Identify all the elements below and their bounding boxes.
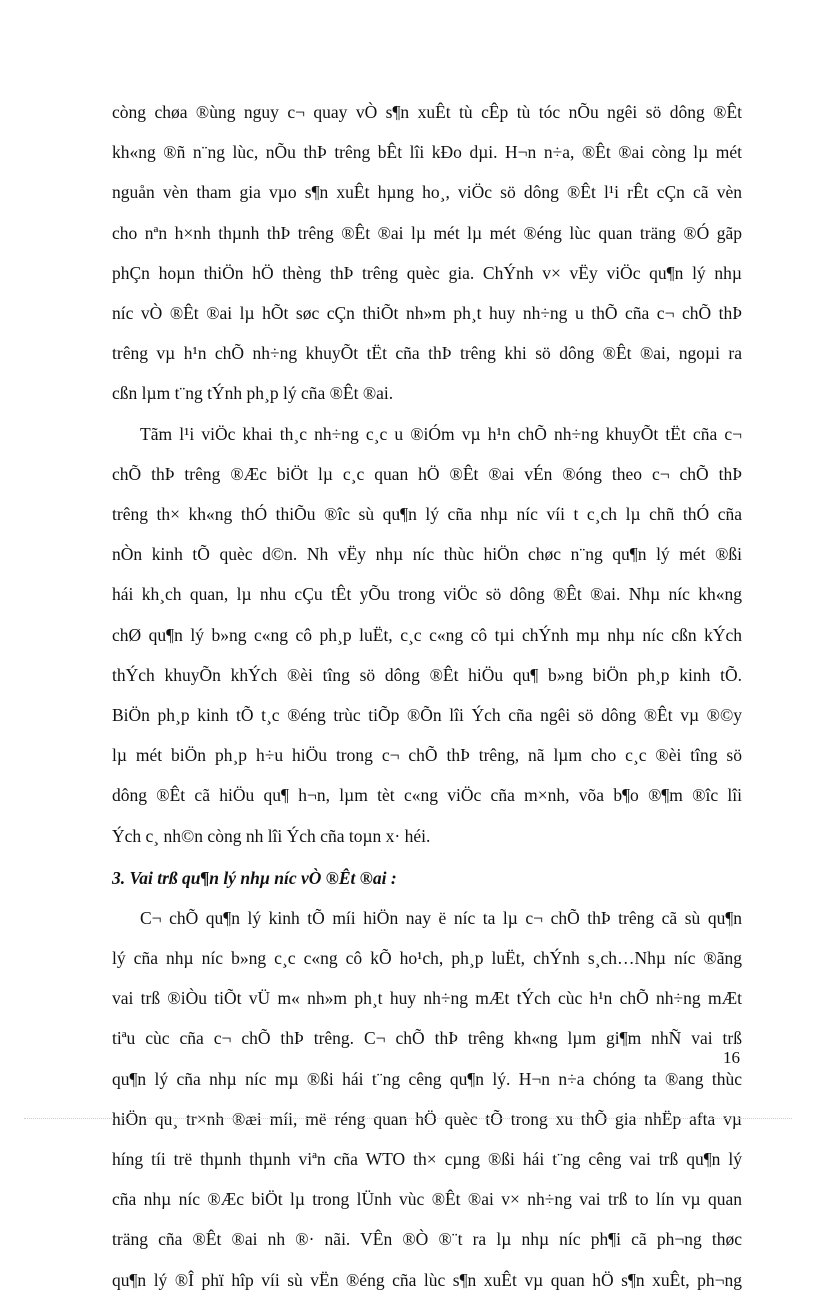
text-line: trêng vµ h¹n chÕ nh÷ng khuyÕt tËt cña thÞ trêng khi sö dông ®Êt ®ai, ngoµi ra [112, 343, 742, 364]
text-line: dông ®Êt cã hiÖu qu¶ h¬n, lµm tèt c«ng viÖc cña m×nh, võa b¶o ®¶m ®îc lîi [112, 785, 742, 806]
text-line: qu¶n lý cña nhµ níc mµ ®ßi hái t¨ng cêng qu¶n lý. H¬n n÷a chóng ta ®ang thùc [112, 1068, 742, 1089]
text-line: vai trß ®iÒu tiÕt vÜ m« nh»m ph¸t huy nh÷ng mÆt tÝch cùc h¹n chÕ nh÷ng mÆt [112, 988, 742, 1009]
text-line: cho nªn h×nh thµnh thÞ trêng ®Êt ®ai lµ mét lµ mét ®éng lùc quan träng ®Ó gãp [112, 222, 742, 243]
text-line: qu¶n lý ®Î phï hîp víi sù vËn ®éng cña lùc s¶n xuÊt vµ quan hÖ s¶n xuÊt, ph¬ng [112, 1269, 742, 1290]
text-line: Tãm l¹i viÖc khai th¸c nh÷ng c¸c u ®iÓm vµ h¹n chÕ nh÷ng khuyÕt tËt cña c¬ [140, 423, 742, 444]
text-line: nÒn kinh tÕ quèc d©n. Nh vËy nhµ níc thùc hiÖn chøc n¨ng qu¶n lý mét ®ßi [112, 544, 742, 565]
text-line: hái kh¸ch quan, lµ nhu cÇu tÊt yÕu trong viÖc sö dông ®Êt ®ai. Nhµ níc kh«ng [112, 584, 742, 605]
text-line: nguån vèn tham gia vµo s¶n xuÊt hµng ho¸, viÖc sö dông ®Êt l¹i rÊt cÇn cã vèn [112, 182, 742, 203]
text-line: còng chøa ®ùng nguy c¬ quay vÒ s¶n xuÊt tù cÊp tù tóc nÕu ngêi sö dông ®Êt [112, 102, 742, 122]
paragraph-1 [112, 92, 742, 414]
text-line: phÇn hoµn thiÖn hÖ thèng thÞ trêng quèc gia. ChÝnh v× vËy viÖc qu¶n lý nhµ [112, 262, 742, 283]
text-line: kh«ng ®ñ n¨ng lùc, nÕu thÞ trêng bÊt lîi kÐo dµi. H¬n n÷a, ®Êt ®ai còng lµ mét [112, 142, 742, 163]
text-line: C¬ chÕ qu¶n lý kinh tÕ míi hiÖn nay ë níc ta lµ c¬ chÕ thÞ trêng cã sù qu¶n [140, 907, 742, 928]
page-number: 16 [723, 1048, 740, 1067]
section-heading: 3. Vai trß qu¶n lý nhµ níc vÒ ®Êt ®ai : [112, 867, 397, 888]
text-line: tiªu cùc cña c¬ chÕ thÞ trêng. C¬ chÕ thÞ trêng kh«ng lµm gi¶m nhÑ vai trß [112, 1028, 742, 1049]
text-line: cña nhµ níc ®Æc biÖt lµ trong lÜnh vùc ®Êt ®ai v× nh÷ng vai trß to lín vµ quan [112, 1189, 742, 1210]
paragraph-2 [112, 414, 742, 856]
text-line: trêng th× kh«ng thÓ thiÕu ®îc sù qu¶n lý cña nhµ níc víi t c¸ch lµ chñ thÓ cña [112, 504, 742, 525]
text-line: híng tíi trë thµnh thµnh viªn cña WTO th× cµng ®ßi hái t¨ng cêng vai trß qu¶n lý [112, 1149, 742, 1170]
page-bottom-divider [24, 1118, 792, 1119]
text-line: BiÖn ph¸p kinh tÕ t¸c ®éng trùc tiÕp ®Õn lîi Ých cña ngêi sö dông ®Êt vµ ®©y [112, 705, 742, 726]
text-line: Ých c¸ nh©n còng nh lîi Ých cña toµn x· héi. [112, 825, 431, 846]
paragraph-3 [112, 898, 742, 1300]
text-line: chØ qu¶n lý b»ng c«ng cô ph¸p luËt, c¸c c«ng cô tµi chÝnh mµ nhµ níc cßn kÝch [112, 624, 742, 645]
text-line: cßn lµm t¨ng tÝnh ph¸p lý cña ®Êt ®ai. [112, 383, 394, 404]
text-line: träng cña ®Êt ®ai nh ®· nãi. VÊn ®Ò ®¨t ra lµ nhµ níc ph¶i cã ph¬ng thøc [112, 1229, 742, 1250]
text-line: hiÖn qu¸ tr×nh ®æi míi, më réng quan hÖ quèc tÕ trong xu thÕ gia nhËp afta vµ [112, 1108, 742, 1129]
text-line: lý cña nhµ níc b»ng c¸c c«ng cô kÕ ho¹ch, ph¸p luËt, chÝnh s¸ch…Nhµ níc ®ãng [112, 948, 742, 969]
text-line: níc vÒ ®Êt ®ai lµ hÕt søc cÇn thiÕt nh»m ph¸t huy nh÷ng u thÕ cña c¬ chÕ thÞ [112, 303, 742, 324]
text-line: thÝch khuyÕn khÝch ®èi tîng sö dông ®Êt hiÖu qu¶ b»ng biÖn ph¸p kinh tÕ. [112, 664, 742, 685]
text-line: lµ mét biÖn ph¸p h÷u hiÖu trong c¬ chÕ thÞ trêng, nã lµm cho c¸c ®èi tîng sö [112, 745, 742, 766]
text-line: chÕ thÞ trêng ®Æc biÖt lµ c¸c quan hÖ ®Êt ®ai vÉn ®óng theo c¬ chÕ thÞ [112, 463, 742, 484]
